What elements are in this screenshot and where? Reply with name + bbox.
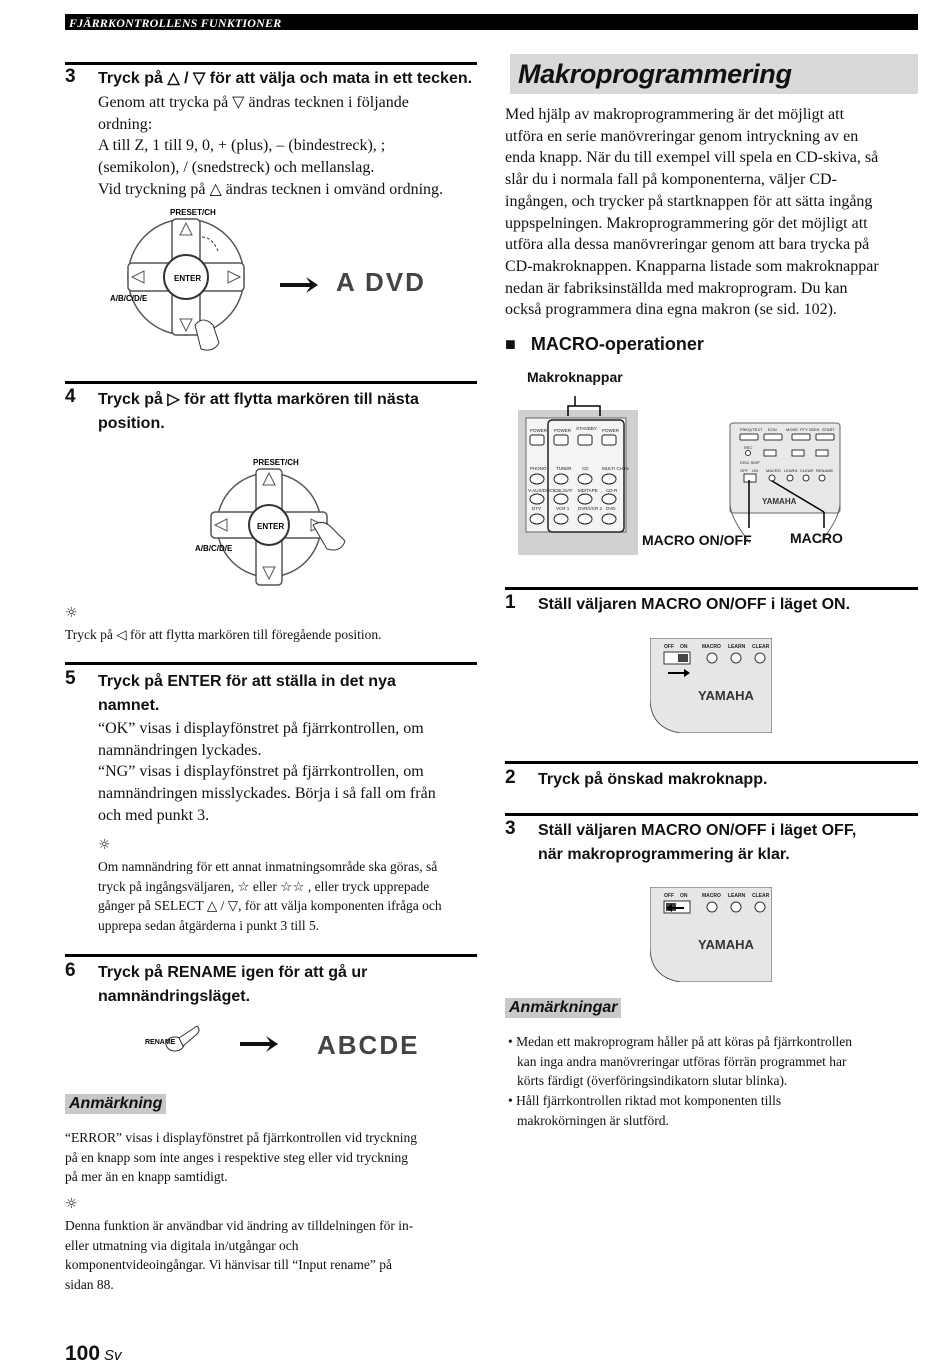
svg-text:EON: EON [768, 427, 777, 432]
enter-label: ENTER [257, 522, 285, 531]
tip-icon: ☼ [65, 1196, 78, 1212]
body-line: namnändringen lyckades. [98, 741, 262, 759]
step-number: 6 [65, 960, 76, 981]
ops-heading [505, 334, 704, 355]
title-line: namnet. [98, 697, 160, 714]
step-number: 5 [65, 668, 76, 689]
divider [65, 381, 477, 384]
svg-text:RENAME: RENAME [816, 468, 834, 473]
notes-label [505, 998, 621, 1018]
body-line: Genom att trycka på ▽ ändras tecknen i följande [98, 94, 409, 111]
body-line: (semikolon), / (snedstreck) och mellanslag. [98, 159, 375, 177]
svg-text:POWER: POWER [530, 428, 548, 433]
page-header [65, 14, 918, 30]
svg-text:ON: ON [752, 468, 758, 473]
intro-line: slår du i normala fall på komponenterna, väljer CD- [505, 171, 837, 189]
dpad-top-label: PRESET/CH [170, 208, 216, 217]
ops-marker: ■ [505, 334, 516, 354]
svg-text:MACRO: MACRO [702, 644, 721, 650]
step-number: 1 [505, 592, 516, 613]
svg-text:OFF: OFF [664, 644, 674, 650]
title-line: Ställ väljaren MACRO ON/OFF i läget OFF, [538, 822, 857, 839]
intro-text [505, 104, 925, 321]
tip-line: tryck på ingångsväljaren, ☆ eller ☆☆ , eller tryck upprepade [98, 878, 430, 894]
svg-text:VCR 1: VCR 1 [556, 506, 570, 511]
step-title: Ställ väljaren MACRO ON/OFF i läget ON. [538, 596, 851, 613]
svg-text:CD: CD [582, 466, 589, 471]
yamaha-logo: YAMAHA [762, 497, 797, 506]
step-title [98, 961, 478, 1009]
svg-text:START: START [822, 427, 835, 432]
svg-text:LEARN: LEARN [728, 644, 746, 650]
notes-label-text: Anmärkningar [505, 998, 621, 1018]
note-line: “ERROR” visas i displayfönstret på fjärrkontrollen vid tryckning [65, 1130, 418, 1145]
svg-text:OFF: OFF [740, 468, 748, 473]
step-title [538, 819, 918, 867]
intro-line: nedan är fabriksinställda med makroprogram. Du kan [505, 279, 848, 297]
body-line: och med punkt 3. [98, 806, 210, 824]
title-line: namnändringsläget. [98, 988, 251, 1005]
page-number-value: 100 [65, 1342, 101, 1365]
tip-line: Om namnändring för ett annat inmatningsområde ska göras, så [98, 859, 438, 874]
svg-text:CLEAR: CLEAR [752, 644, 770, 650]
panel-labels [664, 893, 770, 899]
title-line: position. [98, 415, 165, 432]
tip-line: Denna funktion är användbar vid ändring av tilldelningen för in- [65, 1218, 414, 1233]
tip-icon: ☼ [98, 837, 111, 853]
svg-text:DTV: DTV [532, 506, 541, 511]
svg-text:POWER: POWER [602, 428, 620, 433]
intro-line: utföra alla dessa manövreringar genom att bara trycka på [505, 236, 870, 254]
svg-text:CLEAR: CLEAR [752, 893, 770, 899]
note-line: körts färdigt (överföringsindikatorn slutar blinka). [517, 1073, 788, 1089]
note-label [65, 1094, 166, 1114]
title-line: Tryck på RENAME igen för att gå ur [98, 964, 368, 981]
intro-line: uppspelningen. Makroprogrammering gör det möjligt att [505, 214, 868, 232]
step-title: Tryck på önskad makroknapp. [538, 771, 768, 788]
note-line: • Medan ett makroprogram håller på att köras på fjärrkontrollen [508, 1034, 852, 1049]
tip-line: gånger på SELECT △ / ▽, för att välja komponenten ifråga och [98, 898, 442, 914]
rename-label: RENAME [145, 1039, 176, 1046]
yamaha-logo: YAMAHA [698, 937, 754, 952]
divider [505, 813, 918, 816]
divider [505, 761, 918, 764]
body-line: “NG” visas i displayfönstret på fjärrkontrollen, om [98, 763, 424, 781]
svg-text:OFF: OFF [664, 893, 674, 899]
tip-line: sidan 88. [65, 1277, 114, 1293]
section-title [510, 54, 918, 94]
dpad-side-label: A/B/C/D/E [195, 544, 233, 553]
step-title [98, 388, 478, 436]
step-number: 3 [505, 818, 516, 839]
svg-text:DISC SKIP: DISC SKIP [740, 460, 760, 465]
tip-line: komponentvideoingångar. Vi hänvisar till “Input rename” på [65, 1257, 392, 1273]
enter-label: ENTER [174, 274, 202, 283]
tip-icon: ☼ [65, 605, 78, 621]
step-title [98, 670, 478, 718]
svg-text:LEARN: LEARN [728, 893, 746, 899]
body-line: namnändringen misslyckades. Börja i så fall om från [98, 785, 436, 803]
dpad-illustration [110, 205, 450, 365]
svg-text:V-AUX/DOCK: V-AUX/DOCK [528, 488, 556, 493]
svg-text:POWER: POWER [554, 428, 572, 433]
svg-text:PTY SEEK: PTY SEEK [800, 427, 820, 432]
intro-line: enda knapp. När du till exempel vill spela en CD-skiva, så [505, 149, 879, 167]
macro-switch-panel-on [650, 638, 772, 733]
intro-line: också programmera dina egna makron (se sid. 102). [505, 301, 837, 319]
svg-text:TUNER: TUNER [556, 466, 572, 471]
divider [505, 587, 918, 590]
tip-line: eller utmatning via digitala in/utgångar och [65, 1237, 299, 1253]
macro-onoff-label: MACRO ON/OFF [642, 532, 752, 548]
title-line: när makroprogrammering är klar. [538, 846, 790, 863]
svg-text:MODE: MODE [786, 427, 798, 432]
svg-text:MULTI CH IN: MULTI CH IN [602, 466, 629, 471]
svg-text:REC: REC [744, 445, 753, 450]
intro-line: utföra en serie manövreringar genom intryckning av en [505, 127, 859, 145]
svg-text:CD-R: CD-R [606, 488, 618, 493]
body-line: A till Z, 1 till 9, 0, + (plus), – (bindestreck), ; [98, 137, 386, 155]
body-line: ordning: [98, 115, 153, 133]
step-body [98, 92, 488, 201]
dpad-illustration [195, 455, 375, 590]
svg-text:FREQ/TEXT: FREQ/TEXT [740, 427, 763, 432]
header-title: FJÄRRKONTROLLENS FUNKTIONER [69, 16, 282, 30]
macro-switch-panel-off [650, 887, 772, 982]
rename-illustration [145, 1020, 425, 1065]
lcd-display: ABCDE [317, 1030, 420, 1060]
note-line: på mer än en knapp samtidigt. [65, 1169, 228, 1185]
svg-text:DVR/VCR 2: DVR/VCR 2 [578, 506, 603, 511]
tip-line: upprepa sedan åtgärderna i punkt 3 till 5. [98, 918, 320, 934]
tip-text [65, 1216, 485, 1295]
svg-text:PHONO: PHONO [530, 466, 547, 471]
svg-text:MACRO: MACRO [702, 893, 721, 899]
page-lang: Sv [104, 1347, 122, 1364]
svg-text:DVD: DVD [606, 506, 616, 511]
svg-text:ON: ON [680, 644, 688, 650]
svg-text:CLEAR: CLEAR [800, 468, 814, 473]
divider [65, 662, 477, 665]
note-line: • Håll fjärrkontrollen riktad mot komponenten tills [508, 1093, 782, 1109]
dpad-side-label: A/B/C/D/E [110, 294, 148, 303]
svg-text:CBL/SAT: CBL/SAT [554, 488, 573, 493]
note-text [65, 1128, 485, 1187]
intro-line: CD-makroknappen. Knapparna listade som makroknappar [505, 257, 879, 275]
step-number: 4 [65, 386, 76, 407]
body-line: Vid tryckning på △ ändras tecknen i omvänd ordning. [98, 180, 444, 198]
intro-line: Med hjälp av makroprogrammering är det möjligt att [505, 106, 845, 123]
section-title-text: Makroprogrammering [518, 59, 792, 89]
svg-text:A DVD: A DVD [336, 267, 426, 297]
note-item [508, 1032, 918, 1091]
dpad-top-label: PRESET/CH [253, 458, 299, 467]
svg-text:ON: ON [680, 893, 688, 899]
step-number: 2 [505, 767, 516, 788]
svg-text:STANDBY: STANDBY [576, 426, 597, 431]
tip-text [98, 857, 488, 936]
lcd-display [335, 267, 426, 297]
tip-text: Tryck på ◁ för att flytta markören till föregående position. [65, 627, 382, 642]
svg-text:MD/TAPE: MD/TAPE [578, 488, 598, 493]
note-line: på en knapp som inte anges i respektive steg eller vid tryckning [65, 1149, 409, 1165]
divider [65, 62, 477, 65]
body-line: “OK” visas i displayfönstret på fjärrkontrollen, om [98, 720, 424, 737]
step-body [98, 718, 488, 827]
svg-text:MACRO: MACRO [766, 468, 781, 473]
yamaha-logo: YAMAHA [698, 688, 754, 703]
title-line: Tryck på ENTER för att ställa in det nya [98, 673, 396, 690]
intro-line: ingången, och trycker på startknappen för att sätta ingång [505, 192, 873, 210]
ops-heading-text: MACRO-operationer [530, 334, 704, 354]
note-line: makrokörningen är slutförd. [517, 1112, 669, 1128]
step-title: Tryck på △ / ▽ för att välja och mata in ett tecken. [98, 70, 473, 87]
note-item [508, 1091, 918, 1130]
svg-text:LEARN: LEARN [784, 468, 798, 473]
divider [65, 954, 477, 957]
macro-label: MACRO [790, 530, 843, 546]
makroknappar-label: Makroknappar [527, 369, 623, 385]
panel-labels [664, 644, 770, 650]
note-line: kan inga andra manövreringar utföras förrän programmet har [517, 1053, 847, 1069]
notes-list [508, 1032, 918, 1131]
title-line: Tryck på ▷ för att flytta markören till nästa [98, 391, 419, 408]
step-number: 3 [65, 66, 76, 87]
page-number [65, 1342, 122, 1366]
note-label-text: Anmärkning [65, 1094, 166, 1114]
